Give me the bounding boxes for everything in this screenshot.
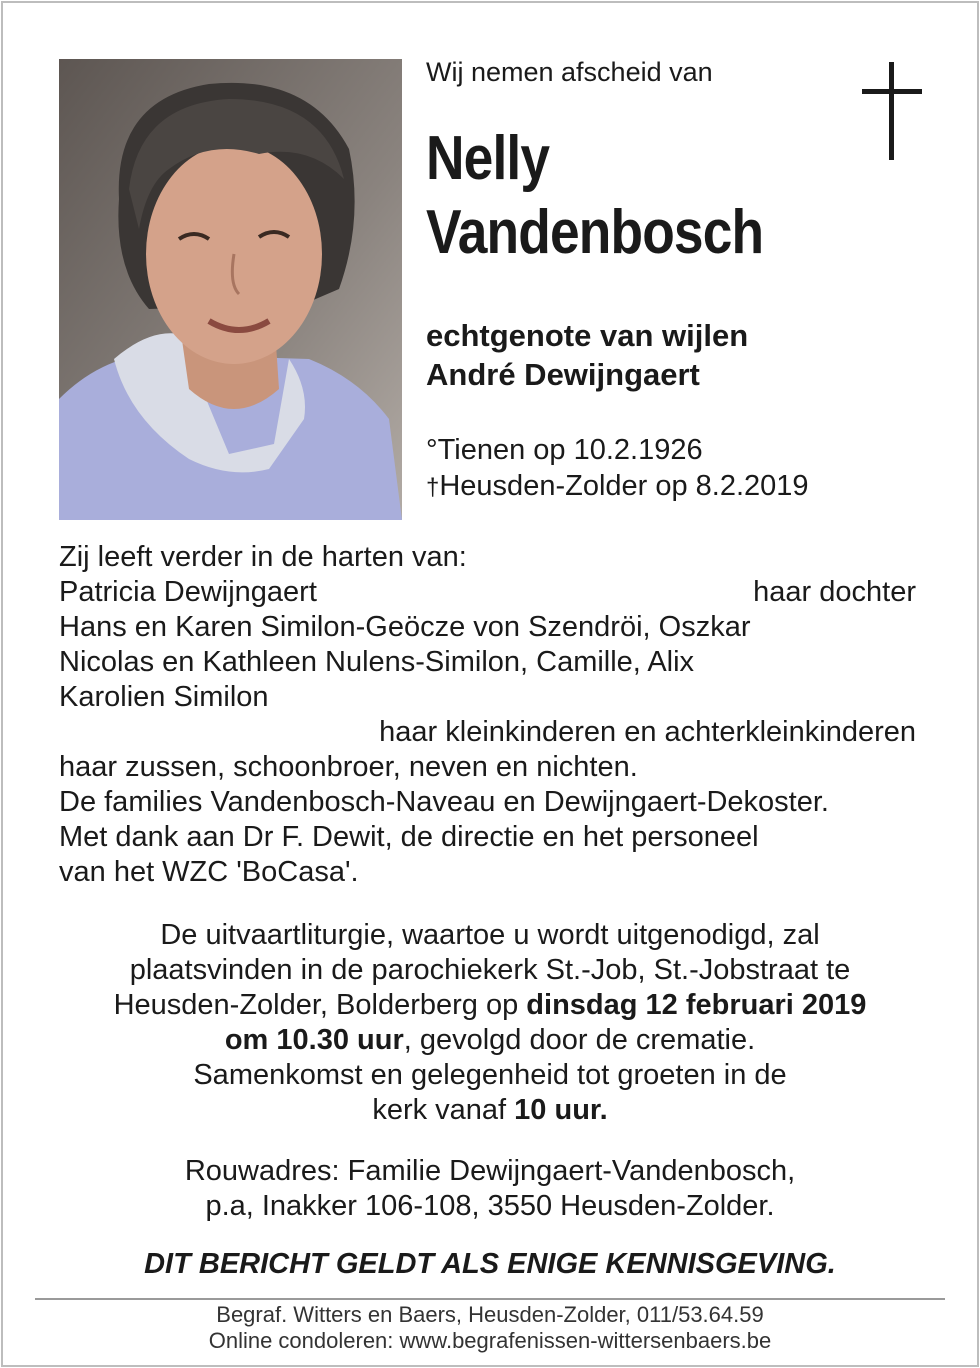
footer: [40, 1302, 940, 1354]
online-condolence: Online condoleren: www.begrafenissen-wittersenbaers.be: [208, 1328, 772, 1353]
ceremony-line: plaatsvinden in de parochiekerk St.-Job, St.-Jobstraat te: [129, 954, 851, 986]
first-name: Nelly: [426, 124, 550, 193]
birth-text: Tienen op 10.2.1926: [437, 434, 703, 466]
ceremony-date: dinsdag 12 februari 2019: [526, 989, 867, 1021]
portrait-illustration: [59, 59, 402, 520]
family-line: van het WZC 'BoCasa'.: [59, 856, 359, 888]
ceremony-location: Heusden-Zolder, Bolderberg op: [113, 989, 527, 1021]
daughter-name: Patricia Dewijngaert: [59, 576, 317, 608]
death-date: [426, 468, 809, 506]
ceremony-time: om 10.30 uur: [224, 1024, 404, 1056]
death-text: Heusden-Zolder op 8.2.2019: [439, 470, 809, 502]
address-line-2: p.a, Inakker 106-108, 3550 Heusden-Zolder.: [205, 1190, 775, 1222]
gathering-text: kerk vanaf: [372, 1094, 515, 1126]
ceremony-line: Samenkomst en gelegenheid tot groeten in de: [193, 1059, 787, 1091]
last-name: Vandenbosch: [426, 198, 764, 267]
grandchild-line: Hans en Karen Similon-Geöcze von Szendröi, Oszkar: [59, 611, 751, 643]
grandchild-line: Karolien Similon: [59, 681, 269, 713]
birth-date: [426, 432, 809, 468]
intro-text: Wij nemen afscheid van: [426, 57, 713, 87]
ceremony-line: [40, 1023, 940, 1058]
daughter-role: haar dochter: [753, 576, 916, 608]
daughter-row: [59, 575, 916, 610]
death-symbol: †: [426, 474, 440, 501]
spouse-line-2: André Dewijngaert: [426, 357, 700, 392]
gathering-time: 10 uur.: [514, 1094, 608, 1126]
family-line: Met dank aan Dr F. Dewit, de directie en het personeel: [59, 821, 759, 853]
spouse-line-1: echtgenote van wijlen: [426, 318, 749, 353]
footer-divider: [35, 1298, 945, 1300]
ceremony-followup: , gevolgd door de crematie.: [403, 1024, 756, 1056]
ceremony-line: [40, 1093, 940, 1128]
family-line: haar zussen, schoonbroer, neven en nichten.: [59, 751, 638, 783]
cross-icon: [862, 62, 922, 160]
portrait-photo: [59, 59, 402, 520]
family-intro: Zij leeft verder in de harten van:: [59, 541, 467, 573]
notice-text: DIT BERICHT GELDT ALS ENIGE KENNISGEVING.: [144, 1248, 836, 1280]
funeral-home: Begraf. Witters en Baers, Heusden-Zolder, 011/53.64.59: [216, 1302, 764, 1327]
family-line: De families Vandenbosch-Naveau en Dewijngaert-Dekoster.: [59, 786, 829, 818]
life-dates: [426, 432, 809, 506]
ceremony-line: [40, 988, 940, 1023]
family-list: [59, 540, 916, 890]
grandchildren-role: haar kleinkinderen en achterkleinkinderen: [379, 716, 916, 748]
deceased-name: [426, 122, 763, 270]
spouse-info: [426, 316, 748, 394]
ceremony-info: [40, 918, 940, 1128]
mourning-address: [40, 1154, 940, 1224]
address-line-1: Rouwadres: Familie Dewijngaert-Vandenbosch,: [184, 1155, 796, 1187]
grandchild-line: Nicolas en Kathleen Nulens-Similon, Camille, Alix: [59, 646, 695, 678]
birth-symbol: °: [426, 434, 438, 466]
ceremony-line: De uitvaartliturgie, waartoe u wordt uitgenodigd, zal: [160, 919, 820, 951]
